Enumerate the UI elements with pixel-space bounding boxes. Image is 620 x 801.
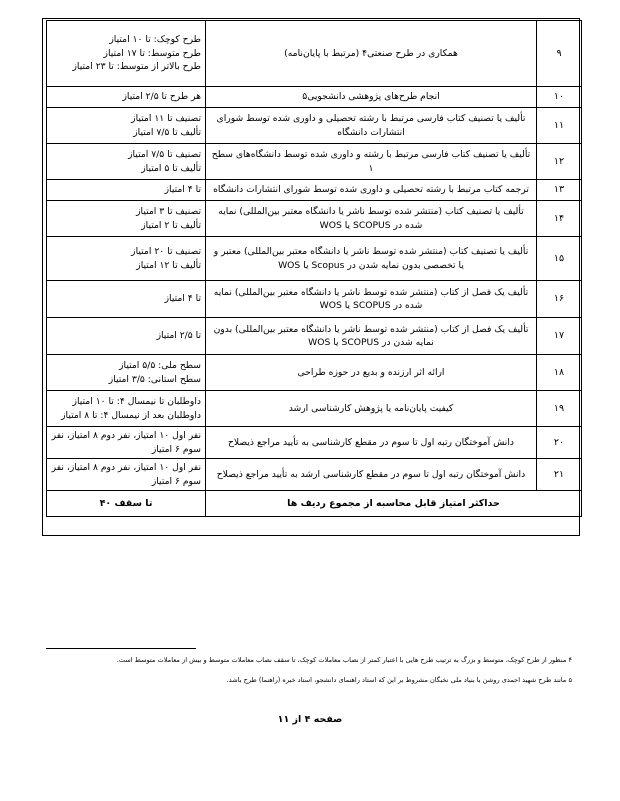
score-line: تصنیف تا ۷/۵ امتیاز [128, 149, 201, 161]
score-line: تألیف تا ۱۲ امتیاز [136, 259, 201, 271]
score-line: نفر اول ۱۰ امتیاز، نفر دوم ۸ امتیاز، نفر سوم ۶ امتیاز [51, 462, 201, 487]
row-description: تألیف یا تصنیف کتاب فارسی مرتبط با رشته تحصیلی و داوری شده توسط شورای انتشارات دانشگاه [206, 108, 537, 144]
row-score [47, 427, 206, 459]
score-line: تألیف تا ۷/۵ امتیاز [133, 126, 201, 138]
row-number: ۱۱ [537, 108, 582, 144]
row-score [47, 281, 206, 318]
row-description: تألیف یک فصل از کتاب (منتشر شده توسط ناشر یا دانشگاه معتبر بین‌المللی) نمایه شده در SCOPUS یا WOS [206, 281, 537, 318]
table-row [47, 87, 582, 108]
score-line: طرح بالاتر از متوسط: تا ۲۳ امتیاز [72, 61, 201, 73]
table-row [47, 237, 582, 281]
score-line: سطح ملی: ۵/۵ امتیاز [119, 360, 201, 372]
row-description: انجام طرح‌های پژوهشی دانشجویی۵ [206, 87, 537, 108]
row-number: ۹ [537, 21, 582, 87]
score-line: طرح کوچک: تا ۱۰ امتیاز [109, 34, 201, 46]
score-line: تألیف تا ۲ امتیاز [141, 219, 201, 231]
table-row [47, 281, 582, 318]
row-description: دانش آموختگان رتبه اول تا سوم در مقطع کارشناسی به تأیید مراجع ذیصلاح [206, 427, 537, 459]
row-description: تألیف یا تصنیف کتاب فارسی مرتبط با رشته و داوری شده توسط دانشگاه‌های سطح ۱ [206, 144, 537, 180]
row-number: ۱۸ [537, 355, 582, 391]
row-score [47, 355, 206, 391]
row-score [47, 21, 206, 87]
score-line: تا ۴ امتیاز [164, 293, 201, 305]
criteria-table [46, 20, 582, 517]
row-score [47, 201, 206, 237]
row-number: ۱۵ [537, 237, 582, 281]
table-row [47, 180, 582, 201]
row-number: ۱۶ [537, 281, 582, 318]
row-number: ۲۱ [537, 459, 582, 491]
table-row [47, 144, 582, 180]
score-line: تا ۲/۵ امتیاز [156, 330, 201, 342]
score-line: داوطلبان تا نیمسال ۴: تا ۱۰ امتیاز [72, 396, 201, 408]
table-row [47, 318, 582, 355]
row-number: ۱۷ [537, 318, 582, 355]
footnote-4: ۴ منظور از طرح کوچک، متوسط و بزرگ به ترتیب طرح هایی با اعتبار کمتر از نصاب معاملات کوچک، تا سقف نصاب معاملات متوسط و بیش از معاملات متوسط است. [116, 656, 572, 664]
row-score [47, 180, 206, 201]
row-number: ۱۲ [537, 144, 582, 180]
footnote-5: ۵ مانند طرح شهید احمدی روشن با بنیاد ملی نخبگان مشروط بر این که استاد راهنمای دانشجو، استاد خبره (راهنما) طرح باشد. [226, 676, 572, 684]
row-description: تألیف یا تصنیف کتاب (منتشر شده توسط ناشر یا دانشگاه معتبر بین‌المللی) نمایه شده در SCOPUS یا WOS [206, 201, 537, 237]
footnote-divider [46, 648, 196, 649]
row-number: ۲۰ [537, 427, 582, 459]
row-number: ۱۰ [537, 87, 582, 108]
score-line: هر طرح تا ۲/۵ امتیاز [122, 91, 201, 103]
table-row [47, 201, 582, 237]
row-description: تألیف یک فصل از کتاب (منتشر شده توسط ناشر یا دانشگاه معتبر بین‌المللی) بدون نمایه شدن در SCOPUS یا WOS [206, 318, 537, 355]
row-description: همکاری در طرح صنعتی۴ (مرتبط با پایان‌نامه) [206, 21, 537, 87]
row-description: ترجمه کتاب مرتبط با رشته تحصیلی و داوری شده توسط شورای انتشارات دانشگاه [206, 180, 537, 201]
score-line: تألیف تا ۵ امتیاز [141, 162, 201, 174]
row-number: ۱۹ [537, 391, 582, 427]
score-line: تا ۴ امتیاز [164, 184, 201, 196]
row-number: ۱۴ [537, 201, 582, 237]
score-line: تصنیف تا ۲۰ امتیاز [131, 246, 201, 258]
score-line: داوطلبان بعد از نیمسال ۴: تا ۸ امتیاز [61, 409, 201, 421]
row-score [47, 459, 206, 491]
row-score [47, 318, 206, 355]
table-row [47, 391, 582, 427]
row-description: تألیف یا تصنیف کتاب (منتشر شده توسط ناشر یا دانشگاه معتبر بین‌المللی) معتبر و یا تخصصی بدون نمایه شدن در Scopus یا WOS [206, 237, 537, 281]
table-row [47, 427, 582, 459]
score-line: تصنیف تا ۱۱ امتیاز [131, 113, 201, 125]
table-row [47, 21, 582, 87]
row-score [47, 87, 206, 108]
row-description: دانش آموختگان رتبه اول تا سوم در مقطع کارشناسی ارشد به تأیید مراجع ذیصلاح [206, 459, 537, 491]
score-line: طرح متوسط: تا ۱۷ امتیاز [103, 47, 201, 59]
row-description: ارائه اثر ارزنده و بدیع در حوزه طراحی [206, 355, 537, 391]
table-row [47, 459, 582, 491]
score-line: تصنیف تا ۳ امتیاز [136, 206, 201, 218]
row-description: کیفیت پایان‌نامه یا پژوهش کارشناسی ارشد [206, 391, 537, 427]
row-score [47, 237, 206, 281]
table-row [47, 108, 582, 144]
score-line: نفر اول ۱۰ امتیاز، نفر دوم ۸ امتیاز، نفر سوم ۶ امتیاز [51, 430, 201, 455]
total-label: حداکثر امتیاز قابل محاسبه از مجموع ردیف ها [206, 491, 582, 517]
score-line: سطح استانی: ۳/۵ امتیاز [108, 373, 201, 385]
total-value: تا سقف ۴۰ [47, 491, 206, 517]
row-number: ۱۳ [537, 180, 582, 201]
row-score [47, 108, 206, 144]
total-row [47, 491, 582, 517]
page-number: صفحه ۴ از ۱۱ [277, 714, 343, 725]
table-row [47, 355, 582, 391]
row-score [47, 391, 206, 427]
row-score [47, 144, 206, 180]
